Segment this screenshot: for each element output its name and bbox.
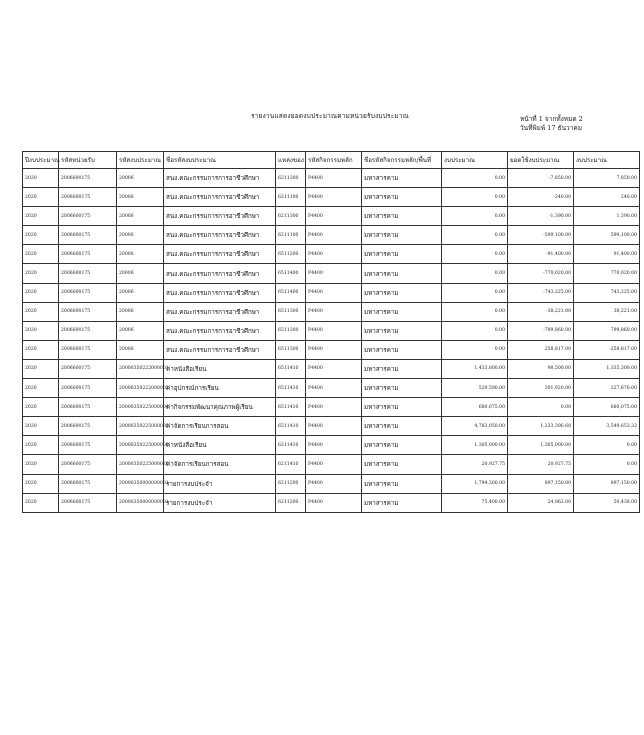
cell-budget-name: สนง.คณะกรรมการการอาชีวศึกษา: [164, 188, 276, 207]
cell-budget: 20,927.75: [442, 455, 508, 474]
cell-budget: 0.00: [442, 283, 508, 302]
column-header-fiscal-year: ปีงบประมาณ: [23, 152, 59, 169]
cell-activity-name: มหาสารคาม: [362, 493, 442, 512]
cell-activity-name: มหาสารคาม: [362, 226, 442, 245]
cell-activity-code: P4400: [306, 302, 362, 321]
cell-unit-code: 2006600175: [59, 226, 117, 245]
cell-budget-code: 20006: [117, 321, 164, 340]
cell-unit-code: 2006600175: [59, 436, 117, 455]
cell-unit-code: 2006600175: [59, 359, 117, 378]
cell-budget-name: สนง.คณะกรรมการการอาชีวศึกษา: [164, 245, 276, 264]
cell-activity-name: มหาสารคาม: [362, 340, 442, 359]
cell-activity-code: P4400: [306, 226, 362, 245]
cell-budget: 680,075.00: [442, 398, 508, 417]
cell-fiscal-year: 2020: [23, 207, 59, 226]
cell-budget-remaining: 7,850.00: [574, 169, 640, 188]
cell-unit-code: 2006600175: [59, 379, 117, 398]
cell-activity-code: P4400: [306, 188, 362, 207]
cell-source: 6511300: [276, 321, 306, 340]
column-header-unit-code: รหัสหน่วยรับ: [59, 152, 117, 169]
cell-budget: 1,794,300.00: [442, 474, 508, 493]
cell-budget-used: -799,860.00: [508, 321, 574, 340]
cell-activity-name: มหาสารคาม: [362, 283, 442, 302]
cell-fiscal-year: 2020: [23, 169, 59, 188]
table-row: [23, 302, 640, 321]
cell-budget-code: 20006350225000006: [117, 436, 164, 455]
cell-budget-name: รายการงบประจำ: [164, 474, 276, 493]
cell-budget-name: สนง.คณะกรรมการการอาชีวศึกษา: [164, 340, 276, 359]
cell-budget: 1,305,000.00: [442, 436, 508, 455]
cell-budget-used: 897,150.00: [508, 474, 574, 493]
cell-fiscal-year: 2020: [23, 264, 59, 283]
cell-budget-remaining: 743,225.00: [574, 283, 640, 302]
cell-budget-used: 1,305,000.00: [508, 436, 574, 455]
cell-budget-used: 20,927.75: [508, 455, 574, 474]
cell-budget-remaining: 0.00: [574, 436, 640, 455]
cell-source: 6511410: [276, 379, 306, 398]
cell-source: 6511300: [276, 340, 306, 359]
cell-activity-code: P4400: [306, 379, 362, 398]
cell-activity-code: P4400: [306, 359, 362, 378]
cell-budget: 0.00: [442, 302, 508, 321]
cell-source: 6211410: [276, 436, 306, 455]
column-header-budget-used: ยอดใช้งบประมาณ: [508, 152, 574, 169]
cell-budget-remaining: 680,075.00: [574, 398, 640, 417]
cell-source: 6211100: [276, 226, 306, 245]
cell-activity-code: P4400: [306, 417, 362, 436]
cell-budget-remaining: 897,150.00: [574, 474, 640, 493]
cell-activity-code: P4400: [306, 321, 362, 340]
cell-budget-name: ค่าจัดการเรียนการสอน: [164, 417, 276, 436]
cell-activity-code: P4400: [306, 340, 362, 359]
cell-unit-code: 2006600175: [59, 474, 117, 493]
table-row: [23, 474, 640, 493]
cell-budget-code: 20006: [117, 188, 164, 207]
cell-budget-remaining: 1,335,300.00: [574, 359, 640, 378]
cell-budget-used: 1,233,396.68: [508, 417, 574, 436]
cell-activity-code: P4400: [306, 493, 362, 512]
cell-budget-code: 20006: [117, 302, 164, 321]
cell-budget-used: -770,020.00: [508, 264, 574, 283]
cell-activity-name: มหาสารคาม: [362, 436, 442, 455]
cell-activity-name: มหาสารคาม: [362, 321, 442, 340]
cell-budget-name: ค่าหนังสือเรียน: [164, 436, 276, 455]
cell-budget-name: ค่ากิจกรรมพัฒนาคุณภาพผู้เรียน: [164, 398, 276, 417]
cell-fiscal-year: 2020: [23, 245, 59, 264]
table-row: [23, 207, 640, 226]
cell-source: 6211300: [276, 169, 306, 188]
cell-unit-code: 2006600175: [59, 207, 117, 226]
cell-activity-name: มหาสารคาม: [362, 245, 442, 264]
cell-budget-used: 258,817.00: [508, 340, 574, 359]
cell-activity-code: P4400: [306, 398, 362, 417]
cell-fiscal-year: 2020: [23, 340, 59, 359]
cell-fiscal-year: 2020: [23, 379, 59, 398]
cell-budget-code: 20006350222000002: [117, 379, 164, 398]
cell-budget-code: 20006: [117, 340, 164, 359]
cell-source: 6511410: [276, 359, 306, 378]
cell-budget-name: สนง.คณะกรรมการการอาชีวศึกษา: [164, 207, 276, 226]
column-header-source: แหล่งของ: [276, 152, 306, 169]
cell-budget-used: -599,100.00: [508, 226, 574, 245]
cell-unit-code: 2006600175: [59, 493, 117, 512]
column-header-budget-name: ชื่อรหัสงบประมาณ: [164, 152, 276, 169]
cell-activity-name: มหาสารคาม: [362, 169, 442, 188]
cell-source: 6511400: [276, 283, 306, 302]
cell-fiscal-year: 2020: [23, 436, 59, 455]
cell-budget-code: 20006: [117, 283, 164, 302]
cell-budget: 0.00: [442, 321, 508, 340]
cell-budget-code: 20006: [117, 245, 164, 264]
cell-activity-name: มหาสารคาม: [362, 207, 442, 226]
cell-activity-code: P4400: [306, 436, 362, 455]
cell-unit-code: 2006600175: [59, 340, 117, 359]
cell-budget-name: ค่าจัดการเรียนการสอน: [164, 455, 276, 474]
cell-budget-remaining: 599,100.00: [574, 226, 640, 245]
cell-activity-code: P4400: [306, 474, 362, 493]
cell-fiscal-year: 2020: [23, 455, 59, 474]
cell-fiscal-year: 2020: [23, 493, 59, 512]
cell-budget-remaining: 50,438.00: [574, 493, 640, 512]
table-row: [23, 245, 640, 264]
cell-source: 6511400: [276, 264, 306, 283]
cell-activity-code: P4400: [306, 169, 362, 188]
cell-budget-remaining: 770,020.00: [574, 264, 640, 283]
table-header-row: [23, 152, 640, 169]
cell-budget: 4,783,050.00: [442, 417, 508, 436]
table-row: [23, 264, 640, 283]
cell-activity-name: มหาสารคาม: [362, 417, 442, 436]
cell-fiscal-year: 2020: [23, 474, 59, 493]
cell-source: 6211200: [276, 474, 306, 493]
cell-fiscal-year: 2020: [23, 321, 59, 340]
column-header-activity-code: รหัสกิจกรรมหลัก: [306, 152, 362, 169]
cell-budget-code: 20006350000000001: [117, 474, 164, 493]
cell-fiscal-year: 2020: [23, 398, 59, 417]
cell-source: 6511410: [276, 398, 306, 417]
cell-fiscal-year: 2020: [23, 417, 59, 436]
cell-unit-code: 2006600175: [59, 283, 117, 302]
cell-activity-name: มหาสารคาม: [362, 264, 442, 283]
cell-budget: 1,433,800.00: [442, 359, 508, 378]
cell-fiscal-year: 2020: [23, 302, 59, 321]
cell-activity-name: มหาสารคาม: [362, 359, 442, 378]
table-row: [23, 359, 640, 378]
cell-budget: 75,400.00: [442, 493, 508, 512]
cell-budget-remaining: -258,817.00: [574, 340, 640, 359]
cell-budget-name: สนง.คณะกรรมการการอาชีวศึกษา: [164, 302, 276, 321]
cell-source: 6511410: [276, 417, 306, 436]
table-row: [23, 493, 640, 512]
cell-budget-name: ค่าอุปกรณ์การเรียน: [164, 379, 276, 398]
cell-budget-name: สนง.คณะกรรมการการอาชีวศึกษา: [164, 226, 276, 245]
cell-budget: 0.00: [442, 188, 508, 207]
cell-unit-code: 2006600175: [59, 188, 117, 207]
cell-budget-name: สนง.คณะกรรมการการอาชีวศึกษา: [164, 169, 276, 188]
cell-activity-name: มหาสารคาม: [362, 398, 442, 417]
cell-budget-name: สนง.คณะกรรมการการอาชีวศึกษา: [164, 264, 276, 283]
cell-source: 6511300: [276, 302, 306, 321]
cell-budget-used: 24,962.00: [508, 493, 574, 512]
cell-budget-used: -743,225.00: [508, 283, 574, 302]
cell-source: 6211300: [276, 207, 306, 226]
cell-fiscal-year: 2020: [23, 359, 59, 378]
cell-budget: 529,590.00: [442, 379, 508, 398]
cell-budget-remaining: 38,221.00: [574, 302, 640, 321]
cell-activity-code: P4400: [306, 455, 362, 474]
page-number: หน้าที่ 1 จากทั้งหมด 2: [520, 115, 583, 123]
cell-budget-code: 20006350225000026: [117, 455, 164, 474]
cell-fiscal-year: 2020: [23, 188, 59, 207]
budget-table: [22, 151, 640, 513]
cell-budget-name: สนง.คณะกรรมการการอาชีวศึกษา: [164, 283, 276, 302]
cell-budget-code: 20006: [117, 207, 164, 226]
cell-unit-code: 2006600175: [59, 321, 117, 340]
cell-budget-code: 20006350225000005: [117, 417, 164, 436]
cell-budget-used: -91,400.00: [508, 245, 574, 264]
cell-budget-remaining: 0.00: [574, 455, 640, 474]
table-row: [23, 321, 640, 340]
cell-budget-name: ค่าหนังสือเรียน: [164, 359, 276, 378]
cell-activity-name: มหาสารคาม: [362, 474, 442, 493]
cell-budget: 0.00: [442, 207, 508, 226]
cell-budget: 0.00: [442, 340, 508, 359]
cell-activity-name: มหาสารคาม: [362, 188, 442, 207]
cell-fiscal-year: 2020: [23, 226, 59, 245]
cell-unit-code: 2006600175: [59, 455, 117, 474]
table-row: [23, 455, 640, 474]
table-row: [23, 417, 640, 436]
cell-budget-used: 301,920.00: [508, 379, 574, 398]
cell-budget-remaining: 799,860.00: [574, 321, 640, 340]
table-row: [23, 398, 640, 417]
cell-unit-code: 2006600175: [59, 169, 117, 188]
cell-activity-name: มหาสารคาม: [362, 455, 442, 474]
cell-budget-used: -1,390.00: [508, 207, 574, 226]
cell-budget-remaining: 91,400.00: [574, 245, 640, 264]
cell-budget-remaining: 3,549,653.32: [574, 417, 640, 436]
cell-budget-remaining: 240.00: [574, 188, 640, 207]
cell-budget-code: 20006: [117, 264, 164, 283]
cell-source: 6511200: [276, 245, 306, 264]
cell-budget: 0.00: [442, 245, 508, 264]
column-header-activity-name: ชื่อรหัสกิจกรรมหลัก/พื้นที่: [362, 152, 442, 169]
cell-activity-code: P4400: [306, 283, 362, 302]
table-row: [23, 283, 640, 302]
cell-fiscal-year: 2020: [23, 283, 59, 302]
cell-unit-code: 2006600175: [59, 302, 117, 321]
cell-unit-code: 2006600175: [59, 398, 117, 417]
cell-unit-code: 2006600175: [59, 417, 117, 436]
table-row: [23, 226, 640, 245]
cell-activity-code: P4400: [306, 245, 362, 264]
cell-budget-remaining: 1,390.00: [574, 207, 640, 226]
column-header-budget: งบประมาณ: [442, 152, 508, 169]
table-row: [23, 169, 640, 188]
cell-source: 6211200: [276, 493, 306, 512]
cell-budget-code: 20006350225000004: [117, 398, 164, 417]
cell-budget-code: 20006: [117, 226, 164, 245]
cell-activity-name: มหาสารคาม: [362, 302, 442, 321]
table-row: [23, 188, 640, 207]
cell-budget-name: รายการงบประจำ: [164, 493, 276, 512]
cell-activity-code: P4400: [306, 207, 362, 226]
cell-budget: 0.00: [442, 169, 508, 188]
cell-unit-code: 2006600175: [59, 245, 117, 264]
cell-activity-code: P4400: [306, 264, 362, 283]
cell-source: 6211410: [276, 455, 306, 474]
cell-budget-remaining: 227,670.00: [574, 379, 640, 398]
column-header-budget-code: รหัสงบประมาณ: [117, 152, 164, 169]
column-header-budget-remaining: งบประมาณ: [574, 152, 640, 169]
cell-budget-code: 20006350000000001: [117, 493, 164, 512]
cell-budget-code: 20006350222000001: [117, 359, 164, 378]
report-title: รายงานแสดงยอดงบประมาณตามหน่วยรับงบประมาณ: [250, 112, 409, 120]
cell-budget-code: 20006: [117, 169, 164, 188]
cell-activity-name: มหาสารคาม: [362, 379, 442, 398]
cell-budget-used: -38,221.00: [508, 302, 574, 321]
print-date: วันที่พิมพ์ 17 ธันวาคม: [520, 124, 582, 132]
table-row: [23, 379, 640, 398]
cell-budget-used: 98,500.00: [508, 359, 574, 378]
page-info: [520, 115, 630, 133]
cell-budget-used: -240.00: [508, 188, 574, 207]
cell-source: 6211100: [276, 188, 306, 207]
cell-budget-name: สนง.คณะกรรมการการอาชีวศึกษา: [164, 321, 276, 340]
cell-budget-used: -7,850.00: [508, 169, 574, 188]
cell-budget-used: 0.00: [508, 398, 574, 417]
cell-budget: 0.00: [442, 226, 508, 245]
cell-unit-code: 2006600175: [59, 264, 117, 283]
table-row: [23, 340, 640, 359]
cell-budget: 0.00: [442, 264, 508, 283]
table-row: [23, 436, 640, 455]
